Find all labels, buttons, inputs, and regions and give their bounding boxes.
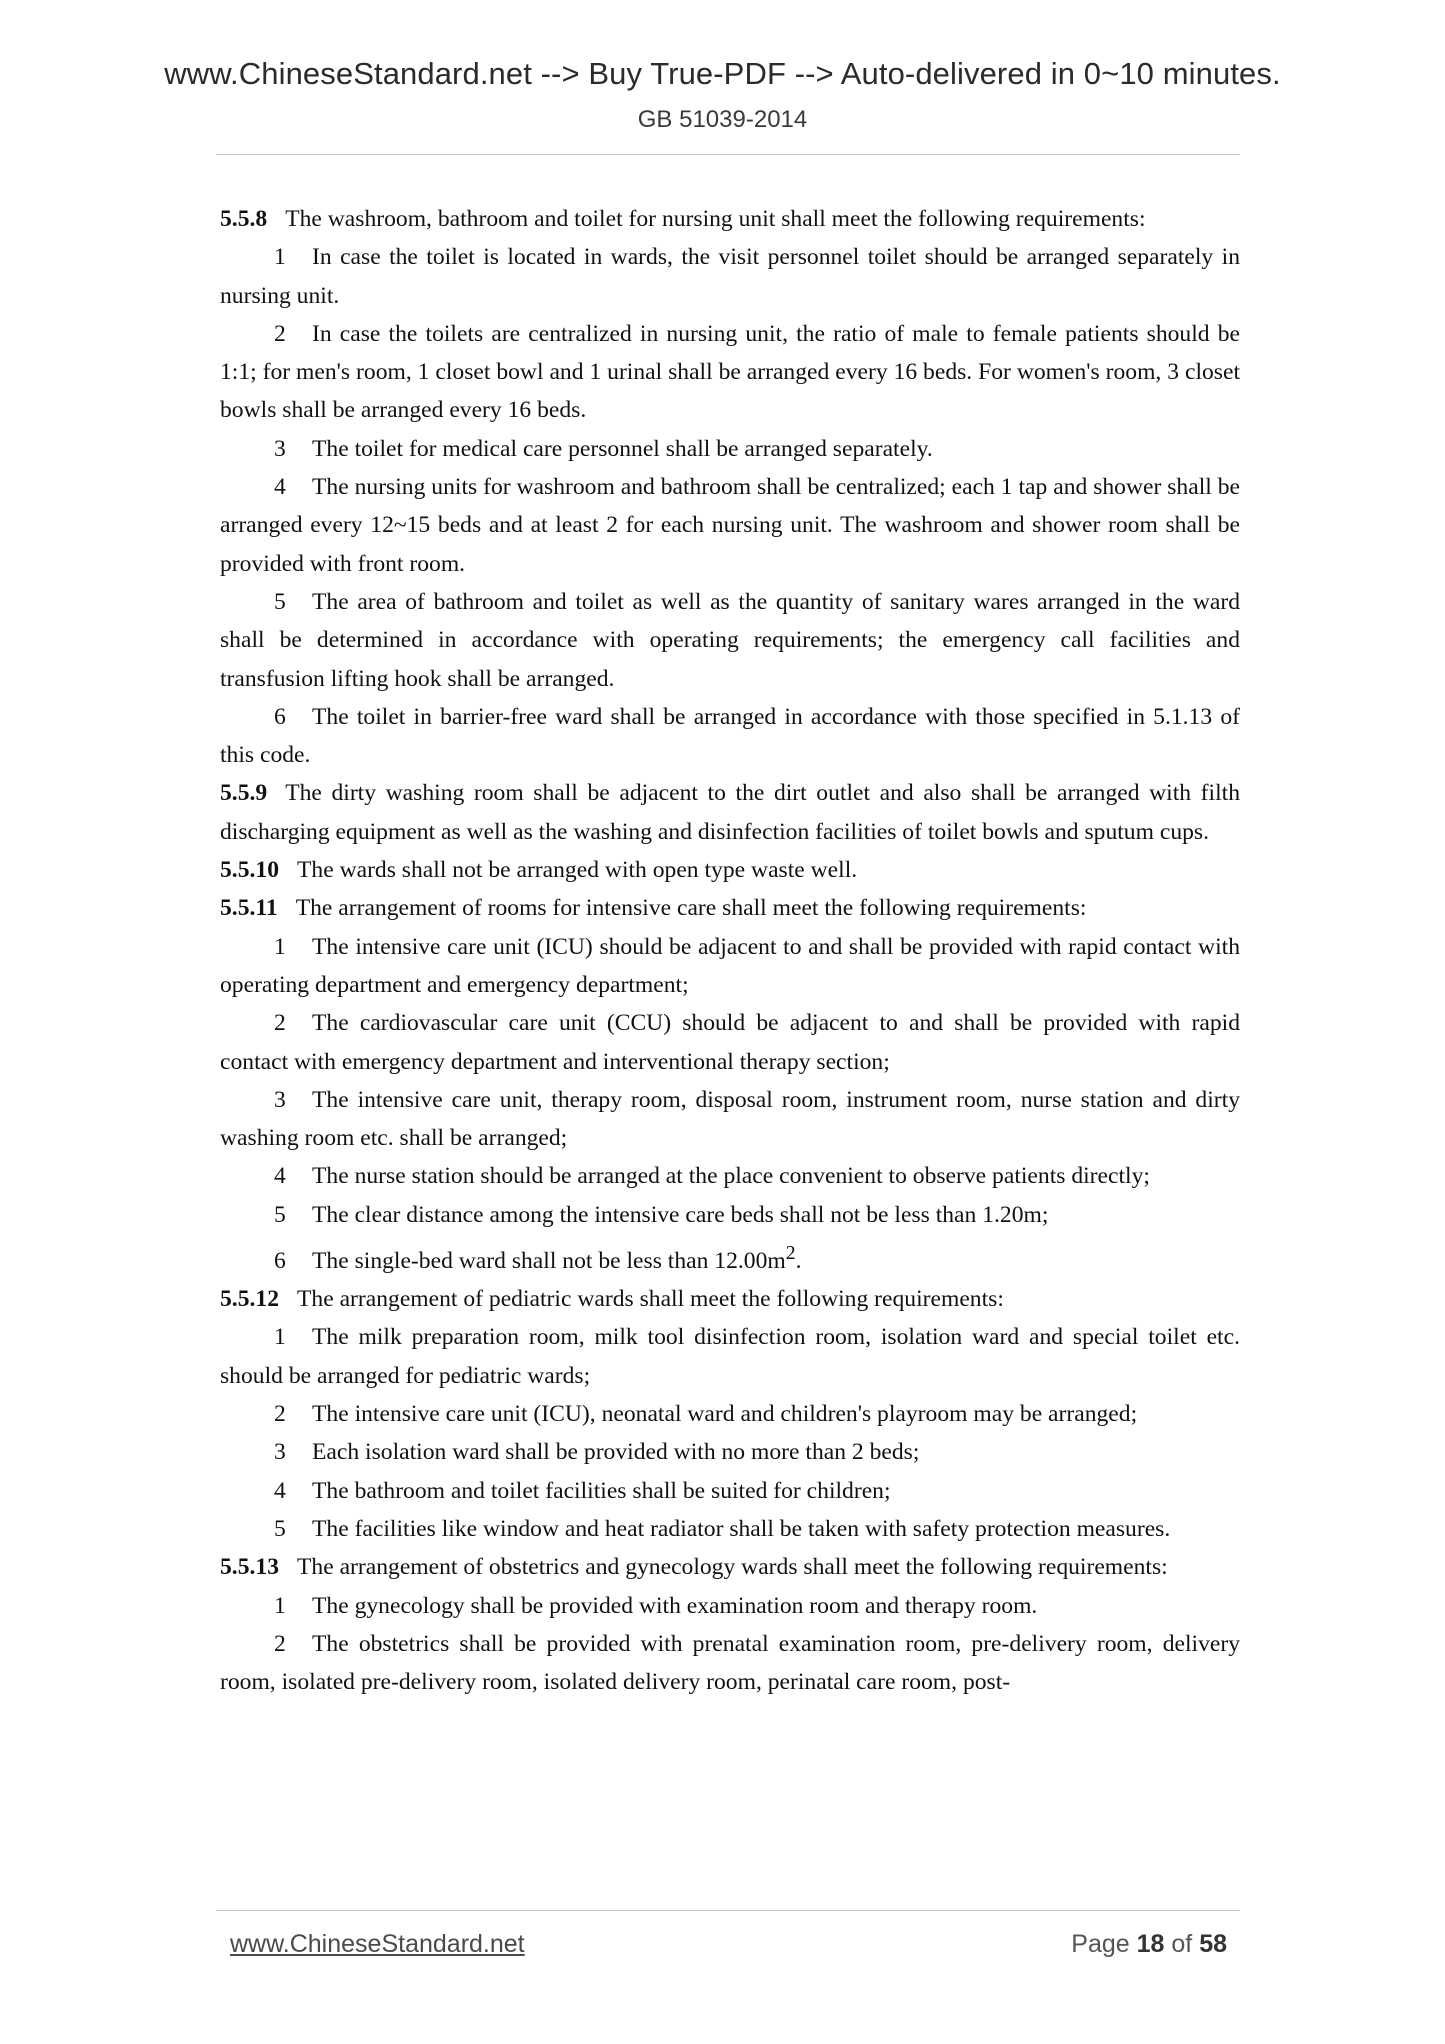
clause-number: 5.5.8 <box>220 206 268 232</box>
item-number: 4 <box>274 1163 286 1190</box>
item-number: 1 <box>274 1592 286 1619</box>
item-number: 6 <box>274 703 286 730</box>
item-text: The area of bathroom and toilet as well as the quantity of sanitary wares arranged in the ward shall be determined in accordance with operating requirements; the emergency call facilities and transfusion lifting hook shall be arranged. <box>220 588 1240 692</box>
item-number: 4 <box>274 1477 286 1504</box>
clause-5-5-10 <box>220 851 1240 889</box>
clause-text: The arrangement of pediatric wards shall meet the following requirements: <box>296 1286 1004 1313</box>
clause-number: 5.5.11 <box>220 895 278 922</box>
document-body <box>220 200 1240 1701</box>
item-text: The facilities like window and heat radiator shall be taken with safety protection measures. <box>312 1515 1171 1542</box>
superscript: 2 <box>785 1242 796 1265</box>
clause-number: 5.5.9 <box>220 780 268 807</box>
footer-divider <box>216 1910 1240 1911</box>
list-item <box>220 1196 1240 1234</box>
clause-5-5-12 <box>220 1280 1240 1318</box>
item-number: 2 <box>274 1010 286 1037</box>
item-number: 3 <box>274 1086 286 1113</box>
item-number: 2 <box>274 320 286 347</box>
item-text: The toilet for medical care personnel shall be arranged separately. <box>312 435 933 462</box>
list-item <box>220 1234 1240 1280</box>
header-banner: www.ChineseStandard.net --> Buy True-PDF --> Auto-delivered in 0~10 minutes. <box>164 56 1281 91</box>
item-text: Each isolation ward shall be provided with no more than 2 beds; <box>312 1439 920 1466</box>
list-item <box>220 583 1240 698</box>
list-item <box>220 1395 1240 1433</box>
list-item <box>220 315 1240 430</box>
item-number: 1 <box>274 1324 286 1351</box>
list-item <box>220 928 1240 1005</box>
header-divider <box>216 154 1240 155</box>
item-text: The bathroom and toilet facilities shall be suited for children; <box>312 1477 891 1504</box>
list-item <box>220 1625 1240 1702</box>
clause-5-5-11 <box>220 889 1240 927</box>
list-item <box>220 1472 1240 1510</box>
item-text: In case the toilet is located in wards, the visit personnel toilet should be arranged separately in nursing unit. <box>220 244 1240 309</box>
footer-site-link[interactable]: www.ChineseStandard.net <box>230 1930 525 1958</box>
of-word: of <box>1171 1930 1193 1958</box>
item-number: 6 <box>274 1247 286 1274</box>
item-text: The nurse station should be arranged at the place convenient to observe patients directly; <box>312 1163 1150 1190</box>
list-item <box>220 1004 1240 1081</box>
page-current: 18 <box>1136 1930 1165 1958</box>
item-text: The single-bed ward shall not be less than 12.00m <box>312 1247 786 1274</box>
item-number: 2 <box>274 1401 286 1428</box>
clause-number: 5.5.13 <box>220 1554 279 1581</box>
clause-5-5-9 <box>220 774 1240 851</box>
item-text: The intensive care unit, therapy room, disposal room, instrument room, nurse station and dirty washing room etc. shall be arranged; <box>220 1086 1240 1152</box>
item-number: 3 <box>274 1439 286 1466</box>
item-text: The intensive care unit (ICU) should be adjacent to and shall be provided with rapid contact with operating department and emergency department; <box>220 933 1240 998</box>
item-number: 4 <box>274 474 286 501</box>
clause-number: 5.5.12 <box>220 1286 279 1313</box>
item-number: 1 <box>274 933 286 960</box>
item-text: The nursing units for washroom and bathroom shall be centralized; each 1 tap and shower shall be arranged every 12~15 beds and at least 2 for each nursing unit. The washroom and shower room shall be provided with front room. <box>220 474 1240 577</box>
standard-number: GB 51039-2014 <box>637 106 808 133</box>
list-item <box>220 1318 1240 1395</box>
item-text-end: . <box>795 1247 802 1274</box>
item-number: 5 <box>274 1201 286 1228</box>
item-text: The gynecology shall be provided with examination room and therapy room. <box>312 1592 1038 1619</box>
page-indicator <box>1071 1930 1227 1959</box>
item-text: In case the toilets are centralized in nursing unit, the ratio of male to female patients should be 1:1; for men's room, 1 closet bowl and 1 urinal shall be arranged every 16 beds. For women's room, 3 closet bowls shall be arranged every 16 beds. <box>220 320 1240 424</box>
item-text: The clear distance among the intensive care beds shall not be less than 1.20m; <box>312 1201 1049 1228</box>
page-word: Page <box>1071 1930 1130 1958</box>
item-text: The milk preparation room, milk tool disinfection room, isolation ward and special toilet etc. should be arranged for pediatric wards; <box>220 1324 1240 1389</box>
clause-text: The washroom, bathroom and toilet for nursing unit shall meet the following requirements: <box>285 206 1146 232</box>
clause-5-5-8 <box>220 200 1240 238</box>
item-text: The toilet in barrier-free ward shall be arranged in accordance with those specified in 5.1.13 of this code. <box>220 703 1240 769</box>
list-item <box>220 430 1240 468</box>
list-item <box>220 1157 1240 1195</box>
list-item <box>220 1433 1240 1471</box>
list-item <box>220 1081 1240 1158</box>
item-number: 5 <box>274 1515 286 1542</box>
item-number: 3 <box>274 435 286 462</box>
clause-number: 5.5.10 <box>220 857 279 884</box>
list-item <box>220 238 1240 315</box>
item-text: The intensive care unit (ICU), neonatal ward and children's playroom may be arranged; <box>312 1401 1138 1428</box>
item-number: 2 <box>274 1630 286 1657</box>
clause-5-5-13 <box>220 1548 1240 1586</box>
list-item <box>220 1510 1240 1548</box>
list-item <box>220 698 1240 775</box>
item-text: The obstetrics shall be provided with prenatal examination room, pre-delivery room, delivery room, isolated pre-delivery room, isolated delivery room, perinatal care room, post- <box>220 1630 1240 1696</box>
list-item <box>220 468 1240 583</box>
item-text: The cardiovascular care unit (CCU) should be adjacent to and shall be provided with rapid contact with emergency department and interventional therapy section; <box>220 1010 1240 1075</box>
clause-text: The arrangement of rooms for intensive care shall meet the following requirements: <box>295 895 1087 922</box>
item-number: 1 <box>274 244 286 271</box>
clause-text: The arrangement of obstetrics and gynecology wards shall meet the following requirements: <box>296 1554 1168 1581</box>
clause-text: The dirty washing room shall be adjacent to the dirt outlet and also shall be arranged with filth discharging equipment as well as the washing and disinfection facilities of toilet bowls and sputum cups. <box>220 780 1240 845</box>
list-item <box>220 1587 1240 1625</box>
page-total: 58 <box>1199 1930 1227 1958</box>
clause-text: The wards shall not be arranged with open type waste well. <box>296 857 858 884</box>
item-number: 5 <box>274 588 286 615</box>
